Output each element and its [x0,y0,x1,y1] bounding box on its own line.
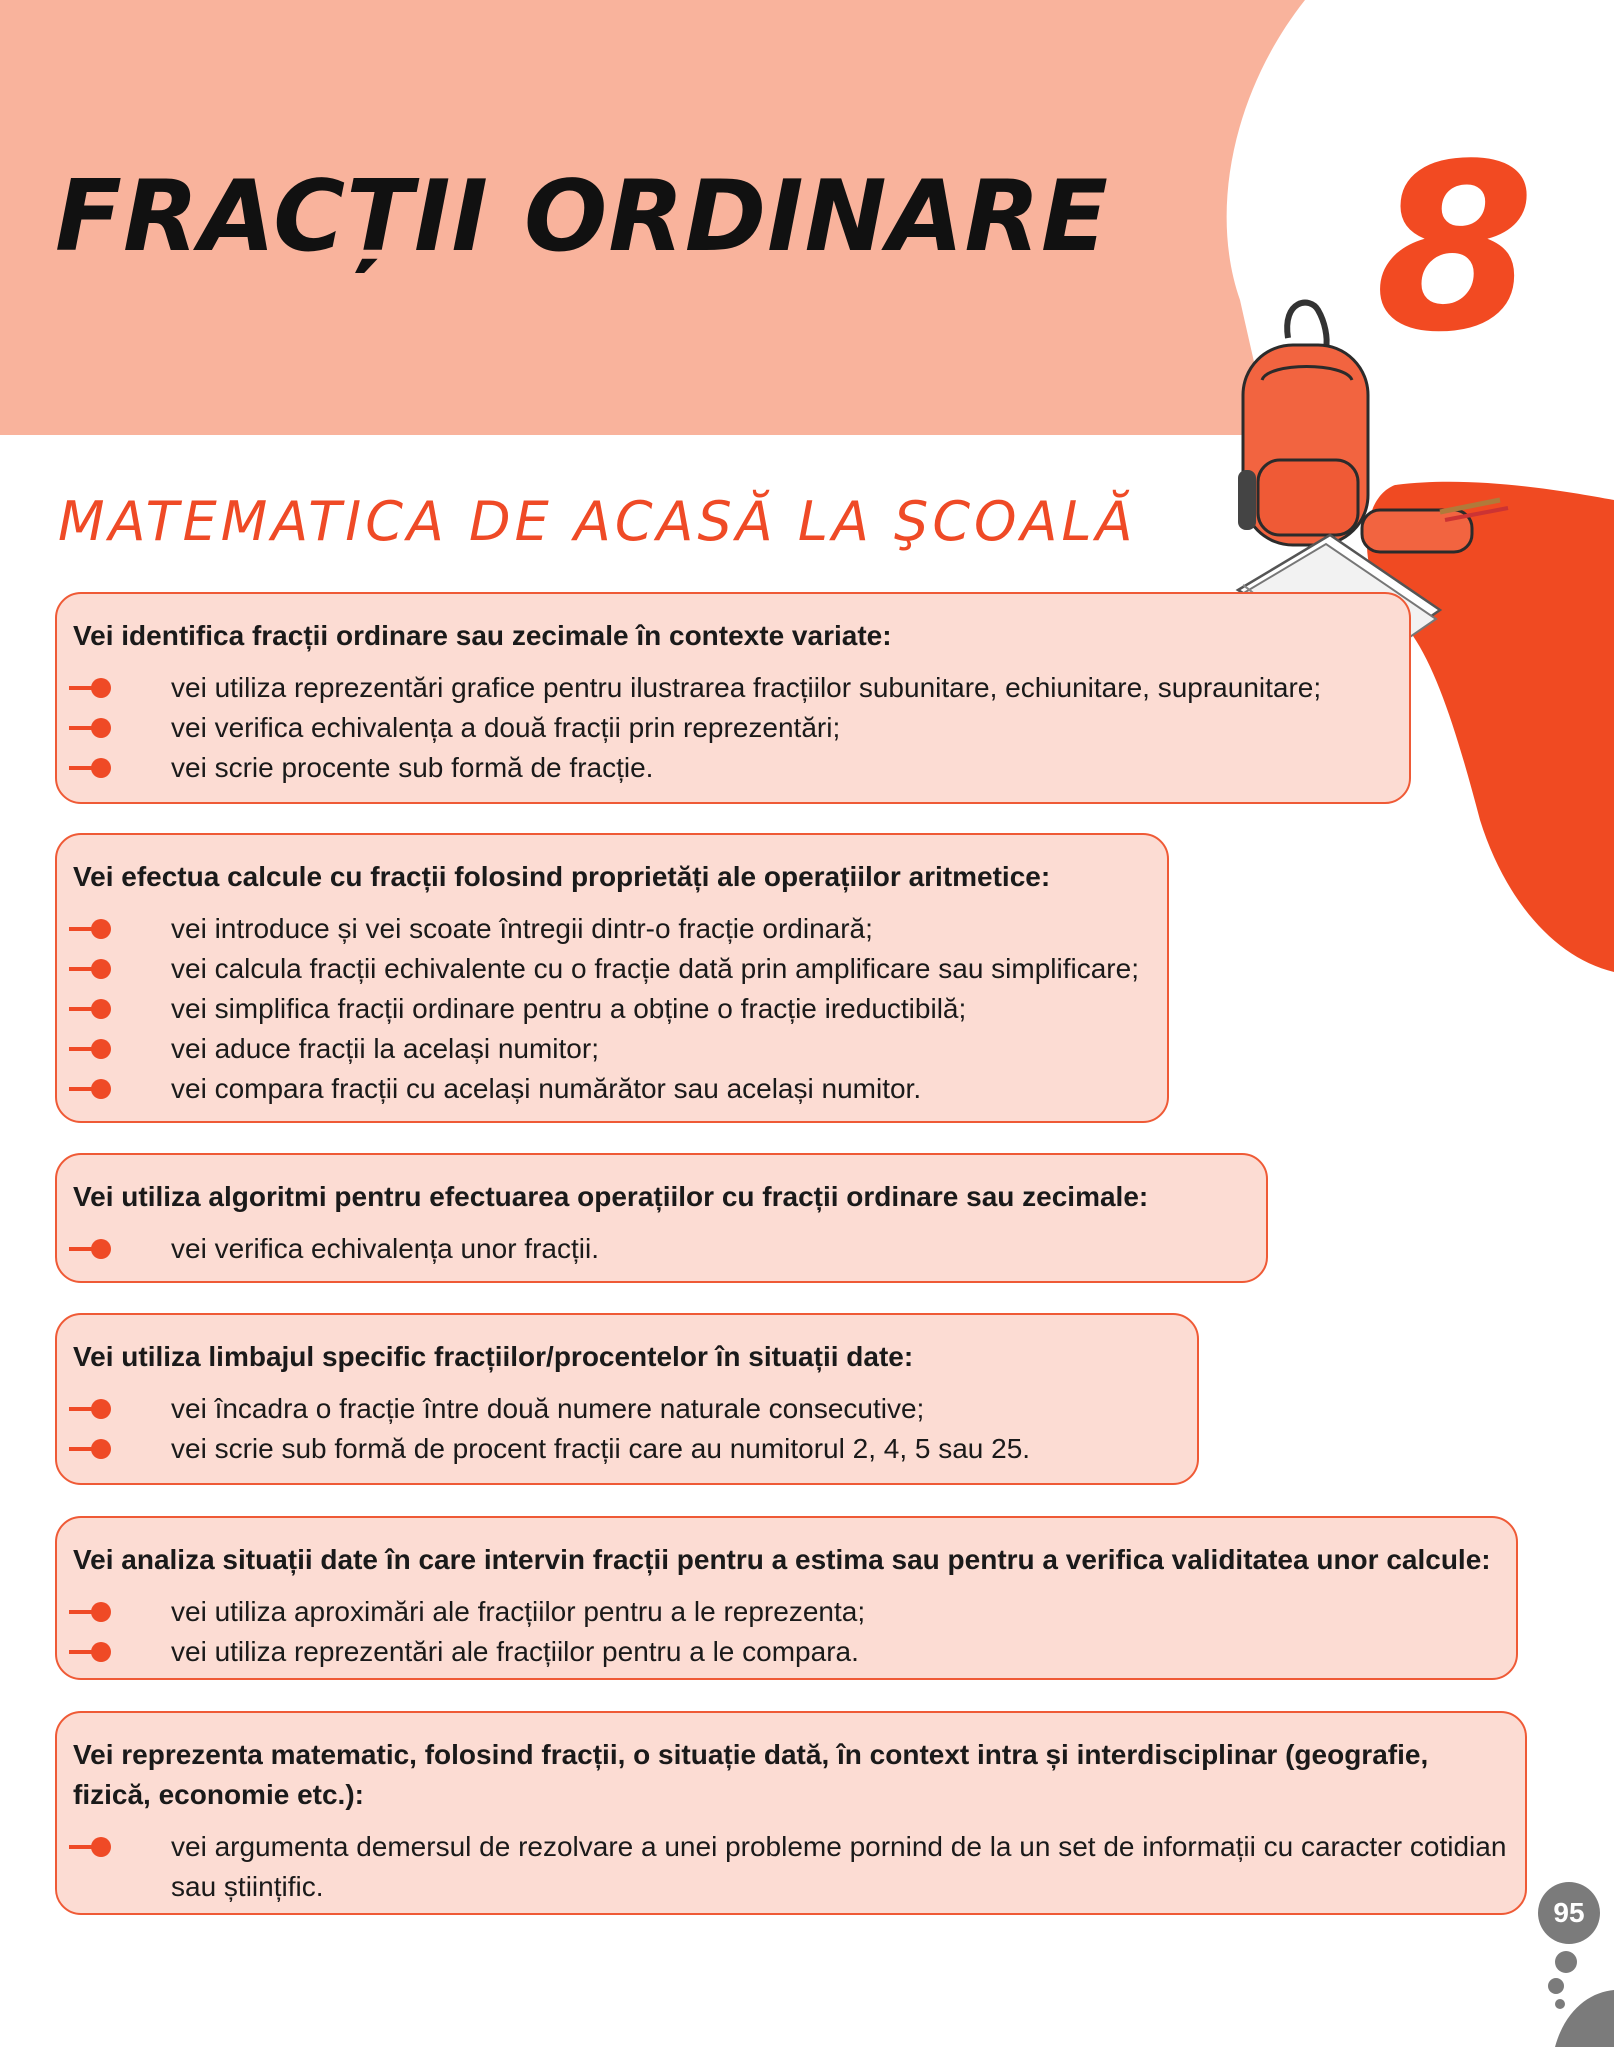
bullet-icon [69,999,113,1019]
list-item [73,1827,1511,1907]
list-item [73,1229,1252,1269]
objective-box [55,1711,1527,1915]
list-item [73,748,1395,788]
list-item-text: vei scrie procente sub formă de fracție. [171,752,654,783]
list-item-text: vei simplifica fracții ordinare pentru a obține o fracție ireductibilă; [171,993,967,1024]
list-item-text: vei introduce și vei scoate întregii dintr-o fracție ordinară; [171,913,873,944]
objective-list [73,668,1395,788]
bullet-icon [69,678,113,698]
bullet-icon [69,1439,113,1459]
objective-list [73,1592,1502,1672]
bullet-icon [69,1602,113,1622]
bullet-icon [69,1837,113,1857]
objective-box [55,592,1411,804]
backpack-icon [1238,303,1368,545]
list-item [73,1632,1502,1672]
objective-heading: Vei analiza situații date în care intervin fracții pentru a estima sau pentru a verifica validitatea unor calcule: [73,1544,1491,1575]
list-item [73,949,1153,989]
list-item [73,1069,1153,1109]
objective-box [55,1516,1518,1680]
bullet-icon [69,1039,113,1059]
list-item-text: vei utiliza aproximări ale fracțiilor pentru a le reprezenta; [171,1596,866,1627]
bullet-icon [69,718,113,738]
list-item [73,1592,1502,1632]
objective-list [73,1827,1511,1907]
chapter-number: 8 [1375,116,1536,383]
list-item-text: vei calcula fracții echivalente cu o fracție dată prin amplificare sau simplificare; [171,953,1139,984]
list-item [73,909,1153,949]
objective-box [55,1313,1199,1485]
list-item [73,668,1395,708]
objective-box [55,1153,1268,1283]
objective-heading: Vei efectua calcule cu fracții folosind proprietăți ale operațiilor aritmetice: [73,861,1051,892]
bullet-icon [69,1642,113,1662]
objective-heading: Vei utiliza limbajul specific fracțiilor/procentelor în situații date: [73,1341,914,1372]
bullet-icon [69,1079,113,1099]
list-item [73,1429,1183,1469]
list-item-text: vei aduce fracții la același numitor; [171,1033,599,1064]
objective-list [73,1389,1183,1469]
list-item-text: vei argumenta demersul de rezolvare a unei probleme pornind de la un set de informații cu caracter cotidian sau științific. [171,1831,1507,1902]
list-item-text: vei compara fracții cu același numărător sau același numitor. [171,1073,922,1104]
list-item [73,1389,1183,1429]
page-number: 95 [1538,1882,1600,1944]
list-item [73,989,1153,1029]
objective-list [73,1229,1252,1269]
bullet-icon [69,919,113,939]
objective-heading: Vei utiliza algoritmi pentru efectuarea operațiilor cu fracții ordinare sau zecimale: [73,1181,1149,1212]
section-subtitle: MATEMATICA DE ACASĂ LA ŞCOALĂ [58,490,1137,553]
bullet-icon [69,758,113,778]
chapter-title: FRACȚII ORDINARE [55,160,1109,274]
bullet-icon [69,1239,113,1259]
list-item-text: vei scrie sub formă de procent fracții care au numitorul 2, 4, 5 sau 25. [171,1433,1031,1464]
bullet-icon [69,959,113,979]
objective-heading: Vei reprezenta matematic, folosind fracții, o situație dată, în context intra și interdisciplinar (geografie, fizică, economie etc.): [73,1739,1429,1810]
objective-list [73,909,1153,1109]
list-item-text: vei utiliza reprezentări grafice pentru ilustrarea fracțiilor subunitare, echiunitare, supraunitare; [171,672,1322,703]
page-badge-dots [1548,1951,1614,2047]
list-item-text: vei verifica echivalența unor fracții. [171,1233,599,1264]
objective-heading: Vei identifica fracții ordinare sau zecimale în contexte variate: [73,620,892,651]
list-item [73,1029,1153,1069]
bullet-icon [69,1399,113,1419]
list-item-text: vei încadra o fracție între două numere naturale consecutive; [171,1393,925,1424]
objective-box [55,833,1169,1123]
list-item-text: vei verifica echivalența a două fracții prin reprezentări; [171,712,841,743]
list-item-text: vei utiliza reprezentări ale fracțiilor pentru a le compara. [171,1636,859,1667]
list-item [73,708,1395,748]
